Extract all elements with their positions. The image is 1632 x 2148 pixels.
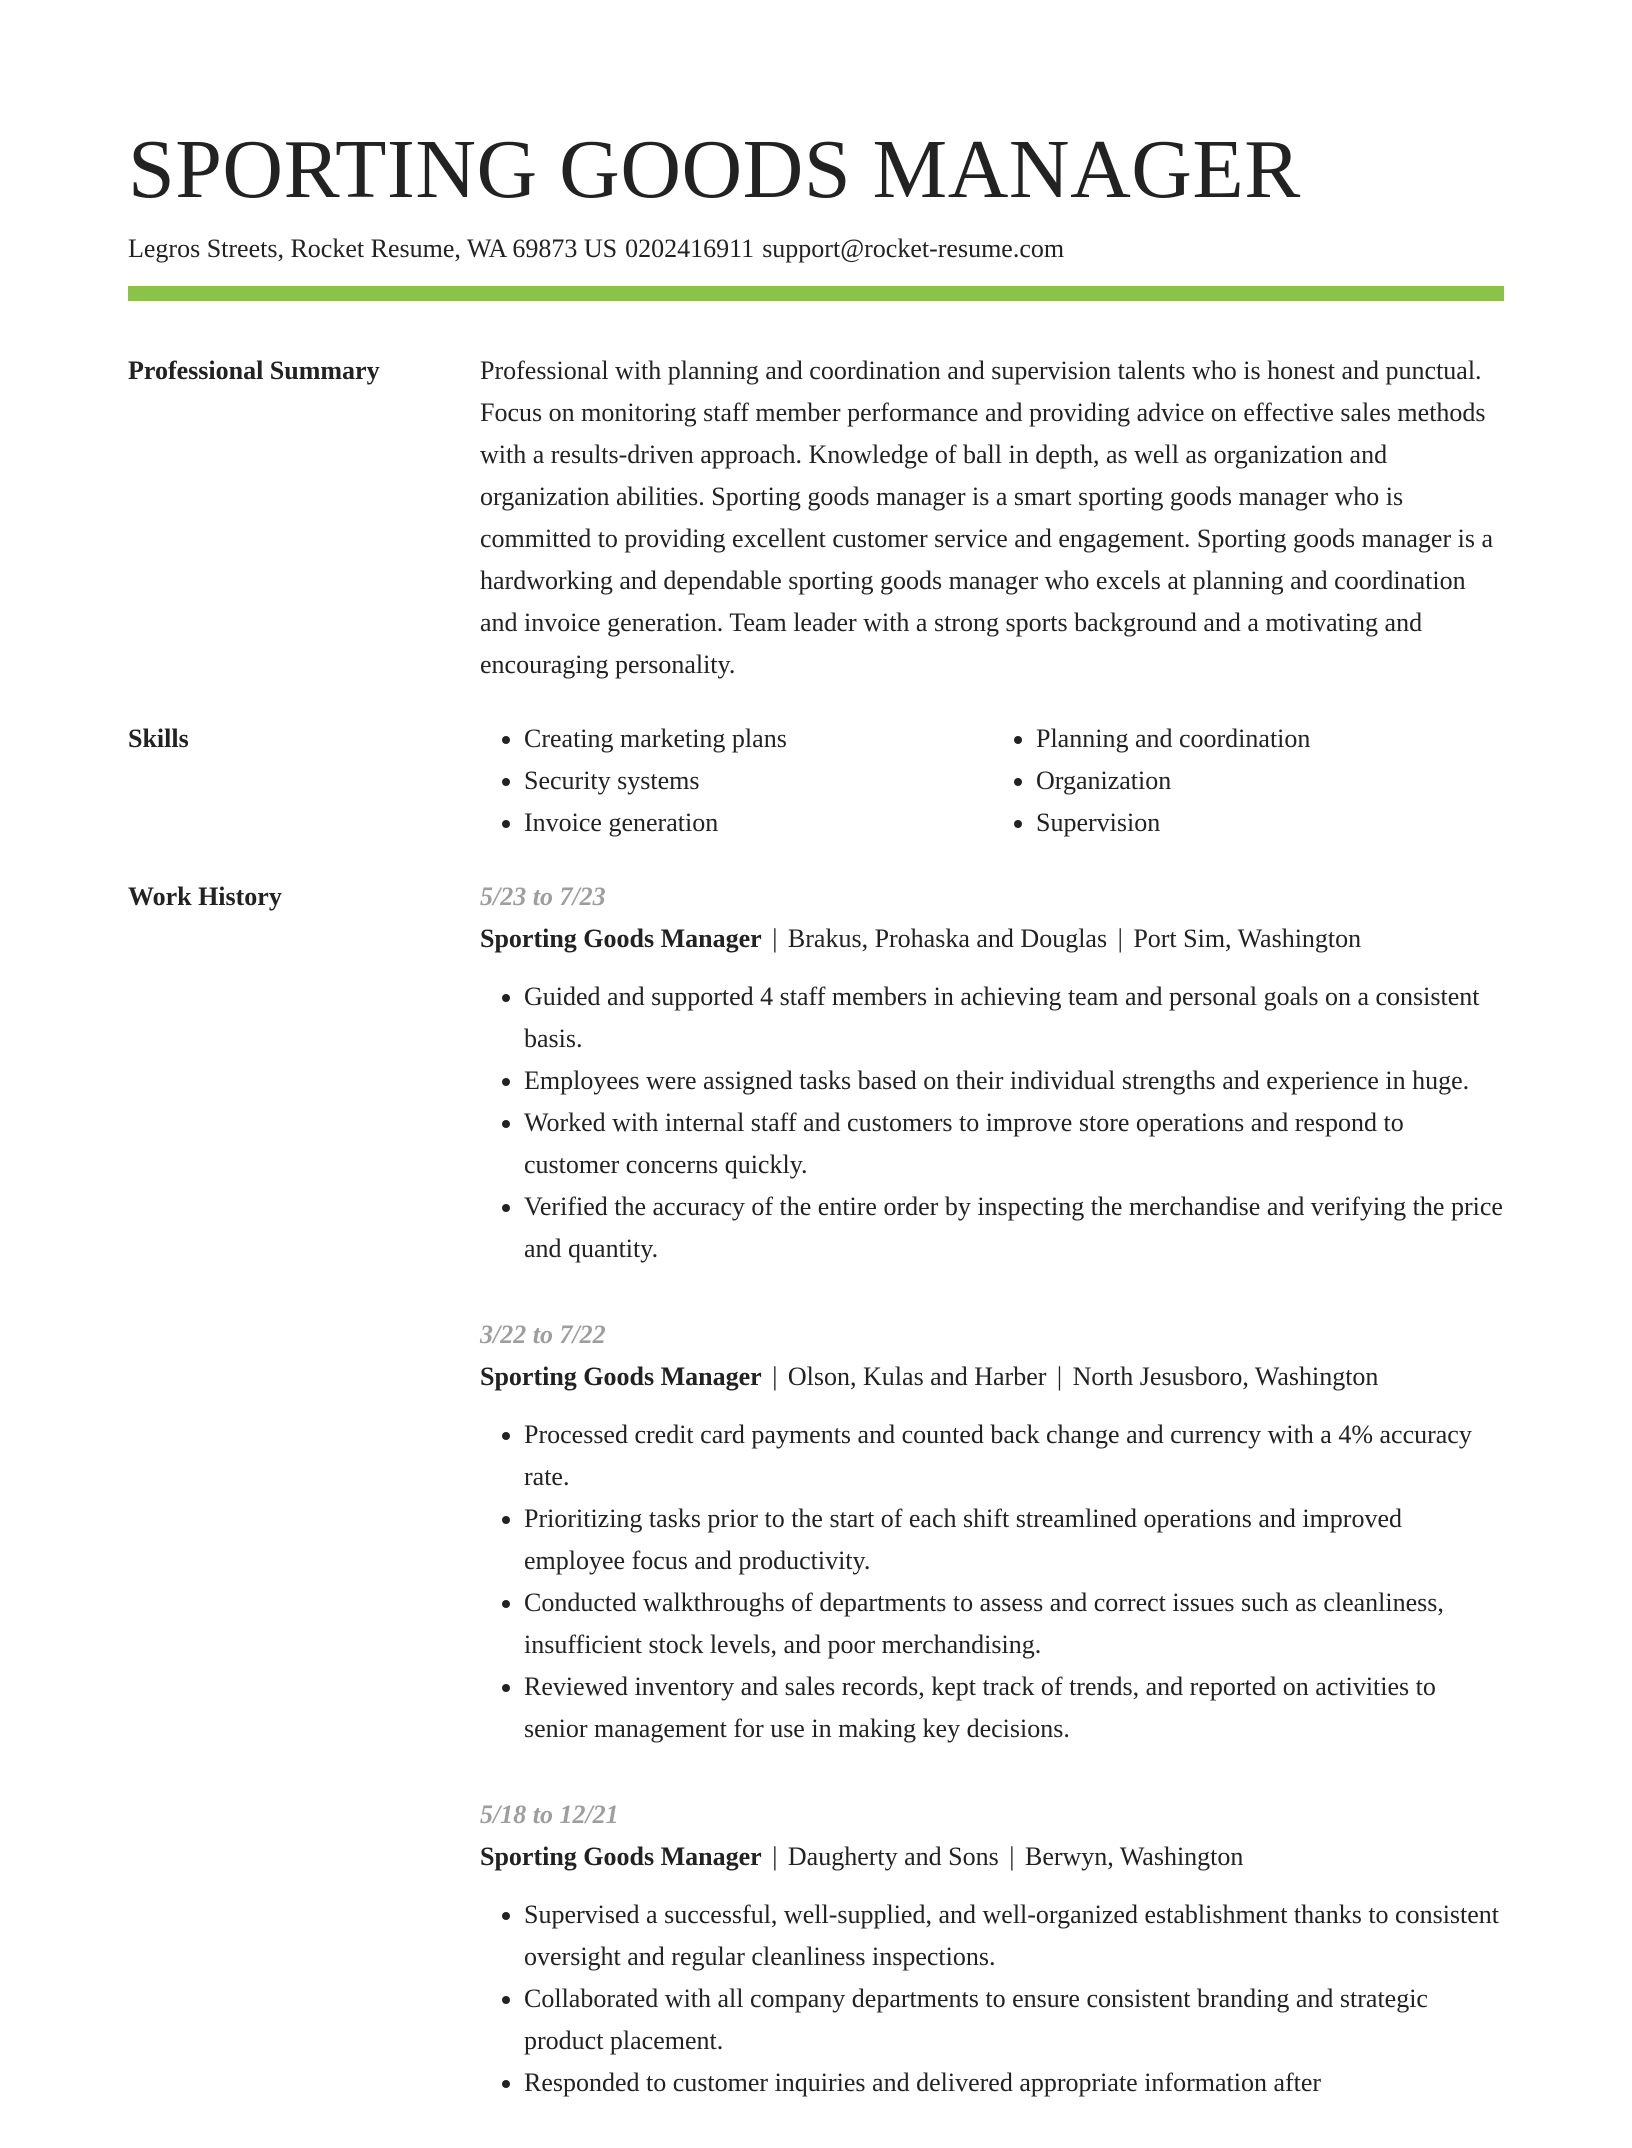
- job-separator: |: [1117, 924, 1123, 953]
- job-entry: [480, 1794, 1504, 2104]
- skill-item: • Supervision: [1036, 802, 1504, 844]
- work-history-body: [480, 876, 1504, 2148]
- job-bullet: • Guided and supported 4 staff members in achieving team and personal goals on a consistent basis.: [524, 976, 1504, 1060]
- work-history-label: Work History: [128, 882, 282, 911]
- job-separator: |: [1056, 1362, 1063, 1391]
- job-heading: [480, 1356, 1504, 1398]
- skill-item: • Security systems: [524, 760, 992, 802]
- job-title: Sporting Goods Manager: [480, 1842, 762, 1871]
- job-separator: |: [772, 1842, 778, 1871]
- job-entry: [480, 876, 1504, 1270]
- summary-body: [480, 350, 1504, 686]
- job-bullet: • Verified the accuracy of the entire order by inspecting the merchandise and verifying the price and quantity.: [524, 1186, 1504, 1270]
- summary-text: Professional with planning and coordination and supervision talents who is honest and punctual. Focus on monitoring staff member performance and providing advice on effective sales methods with a results-driven approach. Knowledge of ball in depth, as well as organization and organization abilities. Sporting goods manager is a smart sporting goods manager who is committed to providing excellent customer service and engagement. Sporting goods manager is a hardworking and dependable sporting goods manager who excels at planning and coordination and invoice generation. Team leader with a strong sports background and a motivating and encouraging personality.: [480, 356, 1493, 679]
- job-bullet: • Collaborated with all company departments to ensure consistent branding and strategic product placement.: [524, 1978, 1504, 2062]
- job-separator: |: [1009, 1842, 1015, 1871]
- contact-line: [128, 232, 1072, 266]
- contact-address: Legros Streets, Rocket Resume, WA 69873 US: [128, 234, 618, 263]
- job-heading: [480, 918, 1504, 960]
- job-location: Port Sim, Washington: [1133, 924, 1362, 953]
- job-dates: 5/23 to 7/23: [480, 882, 606, 911]
- job-location: Berwyn, Washington: [1024, 1842, 1244, 1871]
- contact-phone: 0202416911: [625, 234, 755, 263]
- header-divider: [128, 286, 1504, 301]
- skills-label: Skills: [128, 724, 189, 753]
- job-location: North Jesusboro, Washington: [1072, 1362, 1379, 1391]
- job-bullet-list: [480, 1894, 1504, 2104]
- job-bullet: • Conducted walkthroughs of departments to assess and correct issues such as cleanliness, insufficient stock levels, and poor merchandising.: [524, 1582, 1504, 1666]
- job-bullet: • Supervised a successful, well-supplied, and well-organized establishment thanks to consistent oversight and regular cleanliness inspections.: [524, 1894, 1504, 1978]
- skill-item: • Organization: [1036, 760, 1504, 802]
- job-company: Olson, Kulas and Harber: [787, 1362, 1047, 1391]
- job-bullet: • Reviewed inventory and sales records, kept track of trends, and reported on activities to senior management for use in making key decisions.: [524, 1666, 1504, 1750]
- job-bullet-list: [480, 976, 1504, 1270]
- skill-item: • Creating marketing plans: [524, 718, 992, 760]
- job-dates: 5/18 to 12/21: [480, 1800, 619, 1829]
- job-dates: 3/22 to 7/22: [480, 1320, 606, 1349]
- contact-email: support@rocket-resume.com: [762, 234, 1065, 263]
- job-bullet-list: [480, 1414, 1504, 1750]
- skills-list-right: [992, 718, 1504, 844]
- skills-list-left: [480, 718, 992, 844]
- job-separator: |: [772, 1362, 778, 1391]
- job-bullet: • Prioritizing tasks prior to the start of each shift streamlined operations and improved employee focus and productivity.: [524, 1498, 1504, 1582]
- skill-item: • Invoice generation: [524, 802, 992, 844]
- job-heading: [480, 1836, 1504, 1878]
- skills-body: [480, 718, 1504, 844]
- job-bullet: • Employees were assigned tasks based on their individual strengths and experience in huge.: [524, 1060, 1504, 1102]
- job-bullet: • Responded to customer inquiries and delivered appropriate information after: [524, 2062, 1504, 2104]
- resume-title: SPORTING GOODS MANAGER: [128, 123, 1301, 216]
- skill-item: • Planning and coordination: [1036, 718, 1504, 760]
- job-title: Sporting Goods Manager: [480, 924, 762, 953]
- job-entry: [480, 1314, 1504, 1750]
- job-title: Sporting Goods Manager: [480, 1362, 762, 1391]
- job-separator: |: [772, 924, 778, 953]
- job-bullet: • Processed credit card payments and counted back change and currency with a 4% accuracy rate.: [524, 1414, 1504, 1498]
- job-bullet: • Worked with internal staff and customers to improve store operations and respond to customer concerns quickly.: [524, 1102, 1504, 1186]
- job-company: Brakus, Prohaska and Douglas: [787, 924, 1108, 953]
- summary-label: Professional Summary: [128, 356, 380, 385]
- job-company: Daugherty and Sons: [787, 1842, 999, 1871]
